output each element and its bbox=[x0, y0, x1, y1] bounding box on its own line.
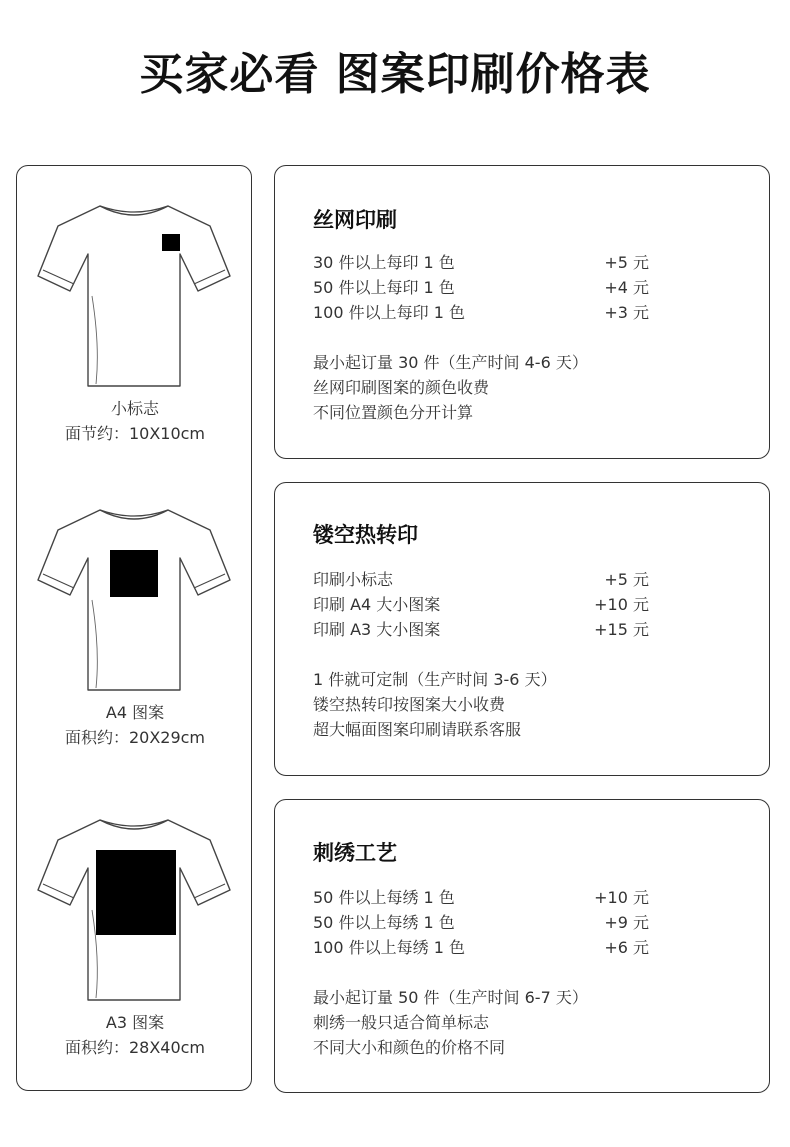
tshirt-a4 bbox=[17, 500, 253, 750]
page-title: 买家必看 图案印刷价格表 bbox=[139, 49, 651, 100]
price-label: 100 件以上每绣 1 色 bbox=[313, 938, 465, 957]
price-label: 50 件以上每绣 1 色 bbox=[313, 888, 455, 907]
price-value: +6 元 bbox=[604, 938, 649, 957]
price-list bbox=[313, 250, 649, 325]
shirt-size: 面积约：20X29cm bbox=[64, 728, 206, 747]
price-label: 50 件以上每印 1 色 bbox=[313, 278, 455, 297]
note-line: 丝网印刷图案的颜色收费 bbox=[313, 378, 490, 397]
tshirt-a3-icon bbox=[30, 810, 240, 1010]
note-line: 不同位置颜色分开计算 bbox=[313, 403, 474, 422]
price-label: 50 件以上每绣 1 色 bbox=[313, 913, 455, 932]
price-row bbox=[313, 250, 649, 275]
note-line: 最小起订量 30 件（生产时间 4-6 天） bbox=[313, 353, 588, 372]
embroidery-card bbox=[274, 799, 770, 1093]
card-title: 镂空热转印 bbox=[313, 523, 418, 547]
tshirt-a3 bbox=[17, 810, 253, 1060]
shirt-name: A3 图案 bbox=[105, 1013, 165, 1032]
price-value: +5 元 bbox=[604, 253, 649, 272]
screen-printing-card bbox=[274, 165, 770, 459]
price-row bbox=[313, 275, 649, 300]
price-row bbox=[313, 935, 649, 960]
notes bbox=[313, 985, 588, 1060]
card-title: 丝网印刷 bbox=[313, 208, 397, 232]
shirt-size: 面节约：10X10cm bbox=[64, 424, 206, 443]
price-label: 印刷 A3 大小图案 bbox=[313, 620, 441, 639]
price-value: +5 元 bbox=[604, 570, 649, 589]
price-row bbox=[313, 592, 649, 617]
card-title: 刺绣工艺 bbox=[313, 841, 397, 865]
price-value: +15 元 bbox=[594, 620, 649, 639]
tshirt-small-logo bbox=[17, 196, 253, 446]
price-row bbox=[313, 617, 649, 642]
price-row bbox=[313, 885, 649, 910]
price-label: 印刷 A4 大小图案 bbox=[313, 595, 441, 614]
price-list bbox=[313, 567, 649, 642]
price-row bbox=[313, 910, 649, 935]
price-label: 100 件以上每印 1 色 bbox=[313, 303, 465, 322]
price-value: +10 元 bbox=[594, 595, 649, 614]
price-row bbox=[313, 567, 649, 592]
price-list bbox=[313, 885, 649, 960]
note-line: 超大幅面图案印刷请联系客服 bbox=[313, 720, 522, 739]
price-value: +10 元 bbox=[594, 888, 649, 907]
note-line: 不同大小和颜色的价格不同 bbox=[313, 1038, 506, 1057]
note-line: 最小起订量 50 件（生产时间 6-7 天） bbox=[313, 988, 588, 1007]
price-value: +9 元 bbox=[604, 913, 649, 932]
price-label: 印刷小标志 bbox=[313, 570, 394, 589]
note-line: 刺绣一般只适合简单标志 bbox=[313, 1013, 490, 1032]
tshirt-a4-icon bbox=[30, 500, 240, 700]
price-row bbox=[313, 300, 649, 325]
price-label: 30 件以上每印 1 色 bbox=[313, 253, 455, 272]
shirt-size: 面积约：28X40cm bbox=[64, 1038, 206, 1057]
shirt-name: A4 图案 bbox=[105, 703, 165, 722]
price-value: +3 元 bbox=[604, 303, 649, 322]
price-value: +4 元 bbox=[604, 278, 649, 297]
tshirt-size-panel bbox=[16, 165, 252, 1091]
notes bbox=[313, 667, 557, 742]
tshirt-small-logo-icon bbox=[30, 196, 240, 396]
note-line: 镂空热转印按图案大小收费 bbox=[313, 695, 506, 714]
heat-transfer-card bbox=[274, 482, 770, 776]
note-line: 1 件就可定制（生产时间 3-6 天） bbox=[313, 670, 557, 689]
notes bbox=[313, 350, 588, 425]
shirt-name: 小标志 bbox=[110, 399, 159, 418]
